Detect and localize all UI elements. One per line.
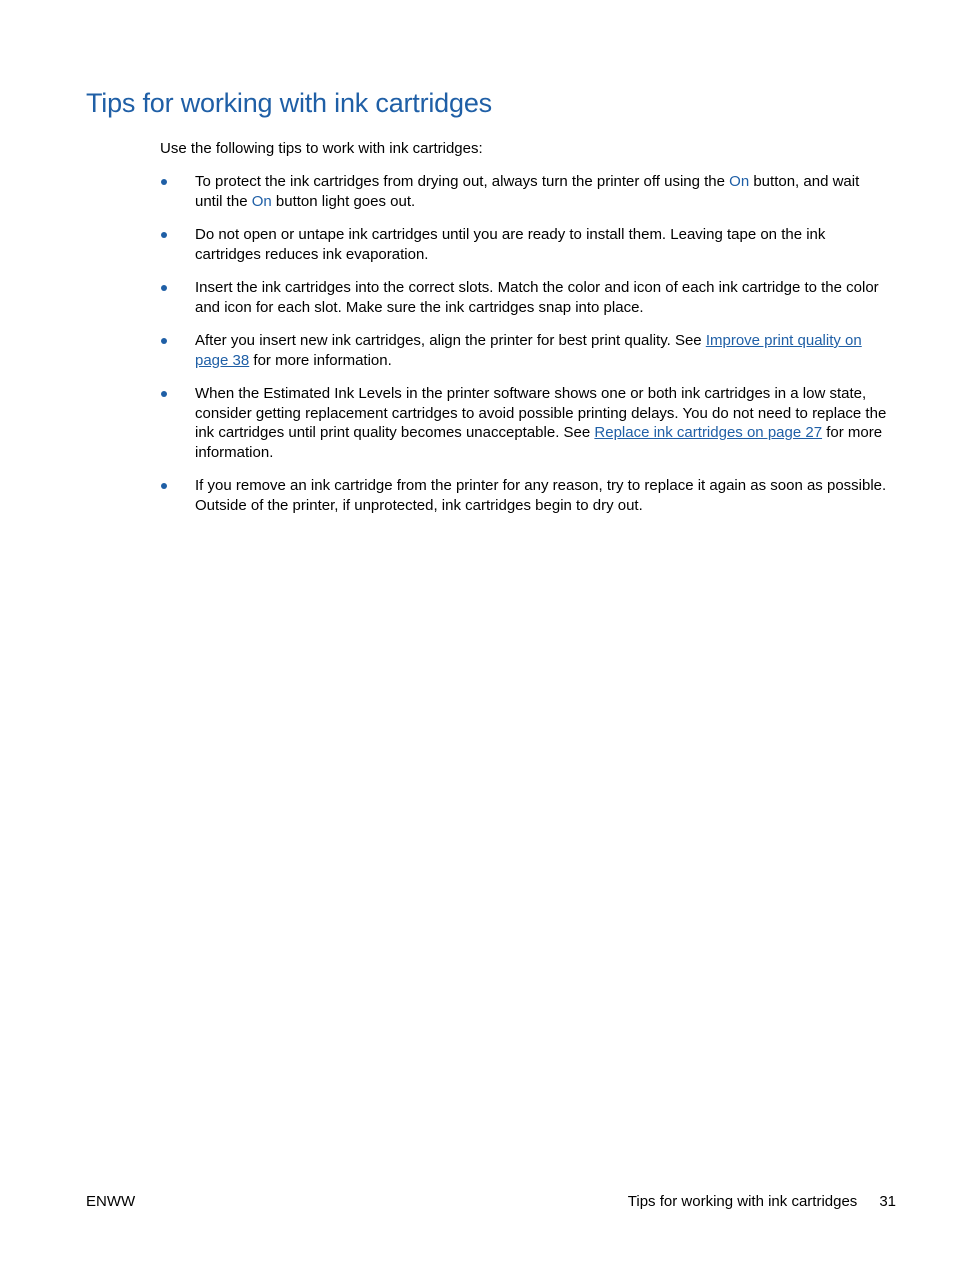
tip-item-align [160, 331, 890, 370]
page-title: Tips for working with ink cartridges [86, 88, 492, 118]
on-button-label: On [729, 173, 750, 190]
tip-text: If you remove an ink cartridge from the printer for any reason, try to replace it again as soon as possible. Outside of the printer, if unprotected, ink cartridges begin to dry out. [195, 477, 887, 514]
bullet-dot-icon [161, 391, 167, 397]
tip-item-ink-levels [160, 384, 890, 462]
tip-text: To protect the ink cartridges from drying out, always turn the printer off using the On button, and wait until the On button light goes out. [195, 173, 860, 210]
footer-section [628, 1192, 896, 1211]
on-button-label: On [251, 192, 272, 210]
tip-item-remove [160, 476, 890, 515]
tip-text: Do not open or untape ink cartridges until you are ready to install them. Leaving tape on the ink cartridges reduces ink evaporation. [195, 226, 826, 263]
footer-section-title: Tips for working with ink cartridges [627, 1193, 858, 1210]
bullet-dot-icon [161, 232, 167, 238]
intro-text: Use the following tips to work with ink cartridges: [160, 140, 483, 157]
footer-locale: ENWW [86, 1193, 136, 1210]
replace-ink-cartridges-link[interactable]: Replace ink cartridges on page 27 [594, 424, 823, 441]
bullet-dot-icon [161, 285, 167, 291]
tip-text: When the Estimated Ink Levels in the printer software shows one or both ink cartridges in a low state, consider getting replacement cartridges to avoid possible printing delays. You do not need to replace the ink cartridges until print quality becomes unacceptable. See Replace ink cartridges on page 27 for more information. [195, 385, 887, 461]
bullet-dot-icon [161, 179, 167, 185]
tip-item-insert [160, 278, 890, 317]
bullet-dot-icon [161, 338, 167, 344]
tip-text: After you insert new ink cartridges, align the printer for best print quality. See Improve print quality on page 38 for more information. [195, 332, 862, 369]
bullet-dot-icon [161, 483, 167, 489]
page-number: 31 [879, 1193, 896, 1210]
improve-print-quality-link[interactable]: Improve print quality on page 38 [195, 332, 862, 369]
tip-item-power-off [160, 172, 890, 211]
tip-item-untape [160, 225, 890, 264]
tips-list [160, 172, 890, 529]
tip-text: Insert the ink cartridges into the correct slots. Match the color and icon of each ink cartridge to the color and icon for each slot. Make sure the ink cartridges snap into place. [195, 279, 879, 316]
